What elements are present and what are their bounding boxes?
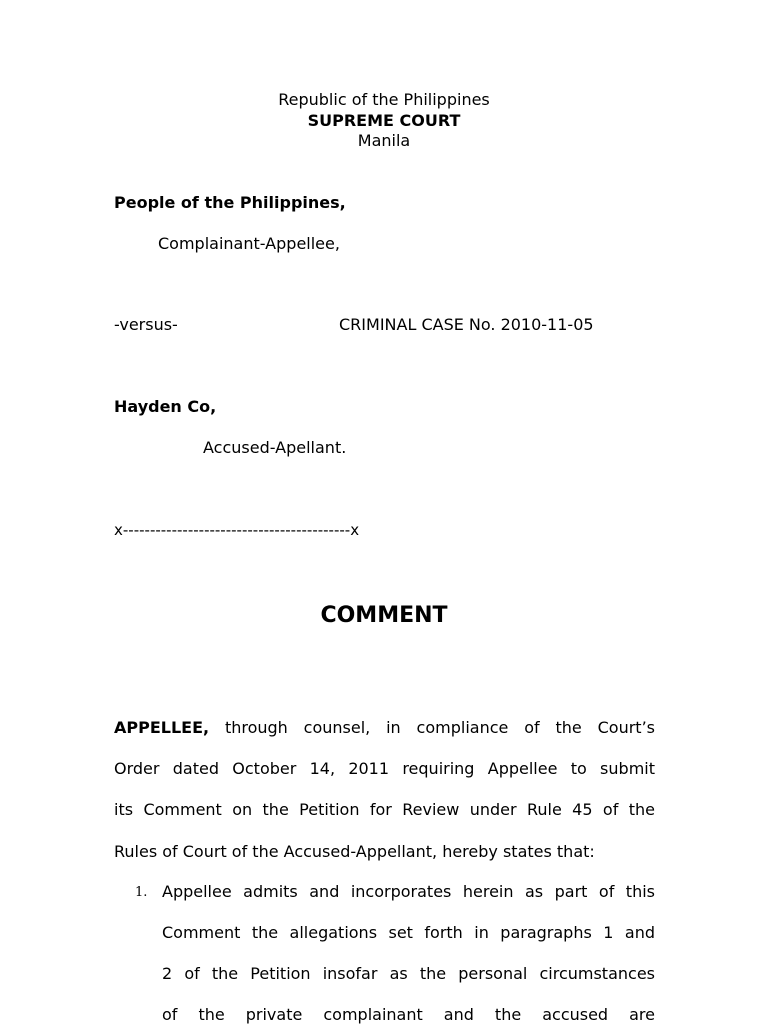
paragraph-text: through counsel, in compliance of the Court’s [224, 718, 655, 737]
accused-name: Hayden Co, [114, 397, 217, 416]
court-name: SUPREME COURT [307, 111, 461, 130]
list-item-line: of the private complainant and the accused are [162, 1005, 655, 1024]
paragraph-line: Order dated October 14, 2011 requiring Appellee to submit [114, 759, 655, 778]
accused-role: Accused-Apellant. [203, 438, 347, 457]
court-city: Manila [357, 131, 411, 150]
plaintiff-role: Complainant-Appellee, [158, 234, 340, 253]
list-item-number: 1. [135, 885, 148, 900]
case-number: CRIMINAL CASE No. 2010-11-05 [339, 315, 594, 334]
list-item-line: Comment the allegations set forth in paragraphs 1 and [162, 923, 655, 942]
paragraph-line: Rules of Court of the Accused-Appellant, hereby states that: [114, 842, 595, 861]
republic-line: Republic of the Philippines [278, 90, 490, 109]
paragraph-line [114, 718, 655, 738]
plaintiff-name: People of the Philippines, [114, 193, 346, 212]
lead-bold-text: APPELLEE, [114, 718, 210, 737]
versus-text: -versus- [114, 315, 178, 334]
list-item-line: 2 of the Petition insofar as the personal circumstances [162, 964, 655, 983]
caption-separator: x------------------------------------------x [114, 521, 360, 539]
paragraph-line: its Comment on the Petition for Review under Rule 45 of the [114, 800, 655, 819]
list-item-line: Appellee admits and incorporates herein as part of this [162, 882, 655, 901]
document-title: COMMENT [320, 603, 448, 628]
